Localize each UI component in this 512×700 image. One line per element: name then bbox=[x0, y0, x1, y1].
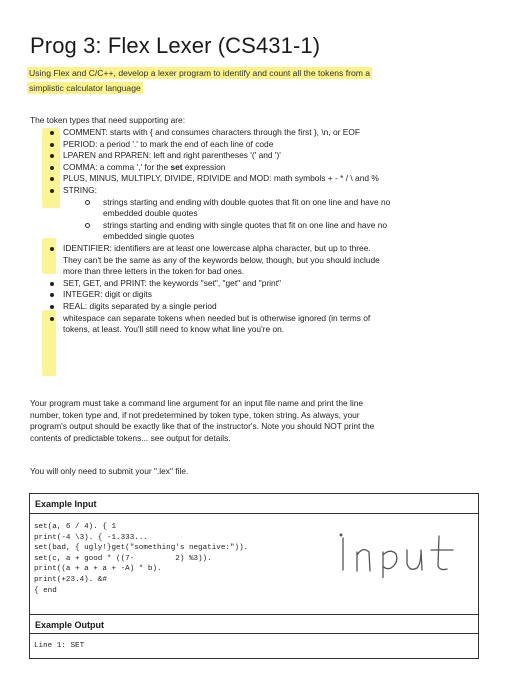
list-item bbox=[30, 173, 480, 185]
token-real: REAL: digits separated by a single period bbox=[63, 300, 217, 311]
list-item bbox=[30, 127, 480, 139]
string-sub-2b: embedded single quotes bbox=[103, 231, 195, 242]
list-item bbox=[30, 139, 480, 151]
token-identifier-1: IDENTIFIER: identifiers are at least one lowercase alpha character, but up to three. bbox=[63, 242, 371, 253]
code-line: set(c, a + good * ((7- 2) %3)). bbox=[34, 554, 212, 563]
token-list bbox=[30, 127, 480, 336]
token-paren: LPAREN and RPAREN: left and right parentheses '(' and ')' bbox=[63, 150, 281, 161]
submit-note: You will only need to submit your ".lex" file. bbox=[30, 466, 189, 476]
code-line: set(bad, { ugly!}get("something's negative:")). bbox=[34, 544, 249, 553]
paragraph-line: contents of predictable tokens... see output for details. bbox=[30, 432, 231, 443]
code-line: set(a, 6 / 4). { 1 bbox=[34, 523, 117, 531]
intro-text: The token types that need supporting are: bbox=[30, 115, 186, 125]
instructions-paragraph bbox=[30, 398, 480, 444]
token-math: PLUS, MINUS, MULTIPLY, DIVIDE, RDIVIDE and MOD: math symbols + - * / \ and % bbox=[63, 173, 379, 184]
token-comment: COMMENT: starts with { and consumes characters through the first }, \n, or EOF bbox=[63, 127, 360, 137]
string-sub-1a: strings starting and ending with double quotes that fit on one line and have no bbox=[103, 196, 391, 207]
token-integer: INTEGER: digit or digits bbox=[63, 289, 152, 300]
token-string: STRING: bbox=[63, 184, 97, 195]
code-line: print(-4 \3). { -1.333... bbox=[34, 533, 148, 542]
list-item bbox=[30, 278, 480, 290]
code-line: Line 1: SET bbox=[34, 642, 85, 650]
token-whitespace-2: tokens, at least. You'll still need to know what line you're on. bbox=[63, 324, 285, 335]
list-item bbox=[30, 185, 480, 243]
paragraph-line: program's output should be exactly like that of the instructor's. Note you should NOT print the bbox=[30, 421, 375, 432]
token-identifier-3: more than three letters in the token for bad ones. bbox=[63, 266, 245, 277]
list-item bbox=[63, 220, 480, 243]
token-identifier-2: They can't be the same as any of the keywords below, though, but you should include bbox=[63, 254, 380, 265]
token-whitespace-1: whitespace can separate tokens when needed but is otherwise ignored (in terms of bbox=[63, 312, 371, 323]
code-line: { end bbox=[34, 586, 57, 595]
list-item bbox=[30, 243, 480, 278]
code-line: print((a + a + a + -A) * b). bbox=[34, 565, 162, 574]
example-output-code bbox=[34, 641, 84, 652]
token-comma-a: COMMA: a comma ',' for the bbox=[63, 161, 171, 172]
page-title: Prog 3: Flex Lexer (CS431-1) bbox=[30, 33, 321, 58]
handwritten-input-annotation bbox=[335, 508, 475, 578]
list-item bbox=[30, 289, 480, 301]
string-sublist bbox=[63, 197, 480, 243]
token-keywords: SET, GET, and PRINT: the keywords "set", "get" and "print" bbox=[63, 277, 281, 288]
example-input-label: Example Input bbox=[30, 494, 478, 514]
string-sub-1b: embedded double quotes bbox=[103, 208, 198, 219]
list-item bbox=[30, 301, 480, 313]
string-sub-2a: strings starting and ending with single quotes that fit on one line and have no bbox=[103, 219, 388, 230]
example-output-label: Example Output bbox=[30, 614, 478, 634]
code-line: print(+23.4). &# bbox=[34, 575, 107, 584]
list-item bbox=[30, 313, 480, 336]
subtitle-line-2: simplistic calculator language bbox=[29, 83, 141, 93]
subtitle bbox=[27, 66, 457, 96]
token-period: PERIOD: a period '.' to mark the end of each line of code bbox=[63, 138, 274, 149]
example-input-code bbox=[34, 522, 248, 596]
list-item bbox=[30, 162, 480, 174]
list-item bbox=[30, 150, 480, 162]
subtitle-line-1: Using Flex and C/C++, develop a lexer program to identify and count all the tokens from a bbox=[29, 68, 371, 78]
token-comma-b: expression bbox=[182, 161, 226, 172]
paragraph-line: number, token type and, if not predetermined by token type, token string. As always, your bbox=[30, 409, 360, 420]
list-item bbox=[63, 197, 480, 220]
paragraph-line: Your program must take a command line argument for an input file name and print the line bbox=[30, 398, 364, 408]
token-comma-bold: set bbox=[170, 161, 183, 172]
